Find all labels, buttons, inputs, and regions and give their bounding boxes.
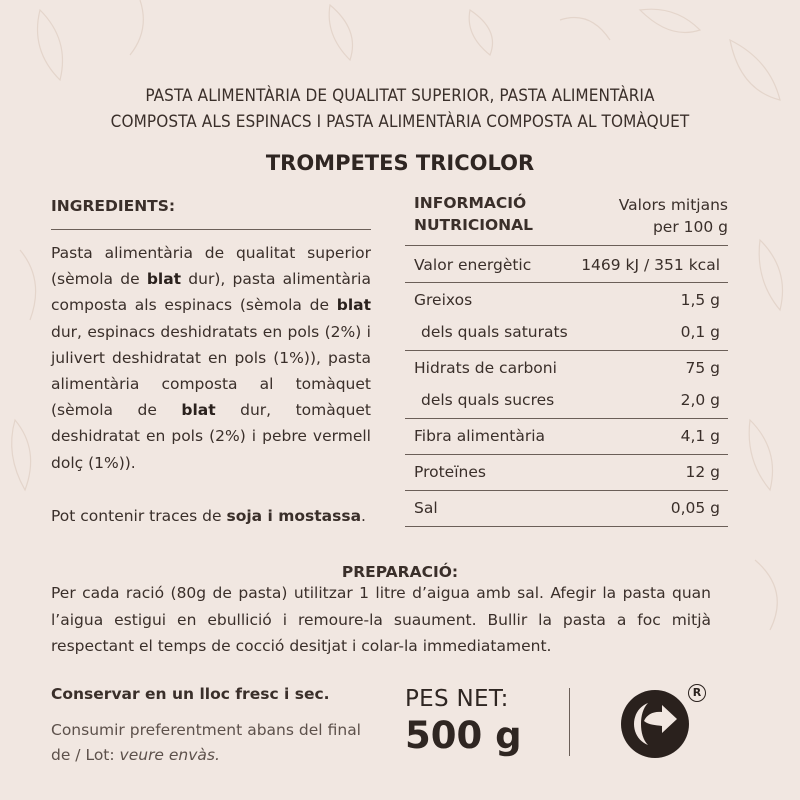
nutrition-divider <box>405 418 728 419</box>
nutrition-row-salt <box>414 499 720 517</box>
nutrition-value: 12 g <box>685 463 720 481</box>
best-before-notice <box>51 718 361 768</box>
nutrition-divider <box>405 282 728 283</box>
preparation-heading: PREPARACIÓ: <box>341 563 459 581</box>
traces-suffix: . <box>361 507 366 525</box>
nutrition-value: 0,05 g <box>670 499 720 517</box>
nutrition-divider <box>405 526 728 527</box>
nutrition-value: 4,1 g <box>680 427 720 445</box>
nutrition-row-energy <box>414 256 720 274</box>
nutrition-title-line-2: NUTRICIONAL <box>414 216 533 234</box>
ingredients-divider <box>51 229 371 230</box>
nutrition-value: 0,1 g <box>680 323 720 341</box>
ingredients-text: Pasta alimentària de qualitat superior (sèmola de <box>51 244 371 289</box>
preparation-instructions: Per cada ració (80g de pasta) utilitzar 1 litre d’aigua amb sal. Afegir la pasta quan l’aigua estigui en ebullició i remoure-la suaument. Bullir la pasta a foc mitjà respectant el temps de cocció desitjat i colar-la immediatament. <box>51 584 711 655</box>
product-title: TROMPETES TRICOLOR <box>265 151 535 175</box>
nutrition-label: Hidrats de carboni <box>414 359 557 377</box>
registered-trademark-icon: R <box>688 684 706 702</box>
allergen-highlight: blat <box>336 296 371 315</box>
ingredients-text: dur, tomàquet deshidratat en pols (2%) i pebre vermell dolç (1%)). <box>51 401 371 472</box>
nutrition-row-fat <box>414 291 720 309</box>
nutrition-label: dels quals saturats <box>421 323 568 341</box>
traces-allergens: soja i mostassa <box>226 507 362 525</box>
allergen-highlight: blat <box>146 270 182 289</box>
nutrition-title-line-1: INFORMACIÓ <box>414 194 527 212</box>
product-description-line-2: COMPOSTA ALS ESPINACS I PASTA ALIMENTÀRIA COMPOSTA AL TOMÀQUET <box>110 112 690 132</box>
ingredients-text: dur), pasta alimentària composta als espinacs (sèmola de <box>51 270 371 315</box>
nutrition-label: Valor energètic <box>414 256 532 274</box>
green-dot-recycling-icon <box>619 688 691 760</box>
nutrition-label: Greixos <box>414 291 473 309</box>
traces-notice <box>51 507 381 525</box>
product-description-line-1: PASTA ALIMENTÀRIA DE QUALITAT SUPERIOR, PASTA ALIMENTÀRIA <box>145 86 655 106</box>
nutrition-row-carbohydrates <box>414 359 720 377</box>
net-weight-label: PES NET: <box>405 686 509 712</box>
traces-prefix: Pot contenir traces de <box>51 507 227 525</box>
nutrition-label: Fibra alimentària <box>414 427 546 445</box>
vertical-divider <box>569 688 570 756</box>
storage-instructions: Conservar en un lloc fresc i sec. <box>51 685 330 703</box>
allergen-highlight: blat <box>181 401 216 420</box>
nutrition-value: 1,5 g <box>680 291 720 309</box>
nutrition-per-line-1: Valors mitjans <box>618 196 728 214</box>
nutrition-row-protein <box>414 463 720 481</box>
nutrition-per-line-2: per 100 g <box>652 218 728 236</box>
nutrition-divider <box>405 245 728 246</box>
nutrition-title <box>414 192 533 236</box>
ingredients-text: dur, espinacs deshidratats en pols (2%) i julivert deshidratat en pols (1%)), pasta alimentària composta al tomàquet (sèmola de <box>51 322 371 420</box>
nutrition-row-fibre <box>414 427 720 445</box>
nutrition-label: dels quals sucres <box>421 391 555 409</box>
nutrition-value: 2,0 g <box>680 391 720 409</box>
ingredients-list <box>51 240 371 476</box>
best-before-text: Consumir preferentment abans del final de / Lot: <box>51 721 361 764</box>
net-weight-value: 500 g <box>405 714 522 757</box>
nutrition-row-saturated-fat <box>421 323 720 341</box>
ingredients-heading: INGREDIENTS: <box>51 197 176 215</box>
nutrition-label: Proteïnes <box>414 463 486 481</box>
nutrition-row-sugars <box>421 391 720 409</box>
nutrition-value: 75 g <box>685 359 720 377</box>
nutrition-per-100g <box>560 194 728 238</box>
nutrition-label: Sal <box>414 499 438 517</box>
nutrition-divider <box>405 350 728 351</box>
nutrition-divider <box>405 490 728 491</box>
nutrition-value: 1469 kJ / 351 kcal <box>581 256 720 274</box>
nutrition-divider <box>405 454 728 455</box>
best-before-reference: veure envàs. <box>119 746 220 764</box>
